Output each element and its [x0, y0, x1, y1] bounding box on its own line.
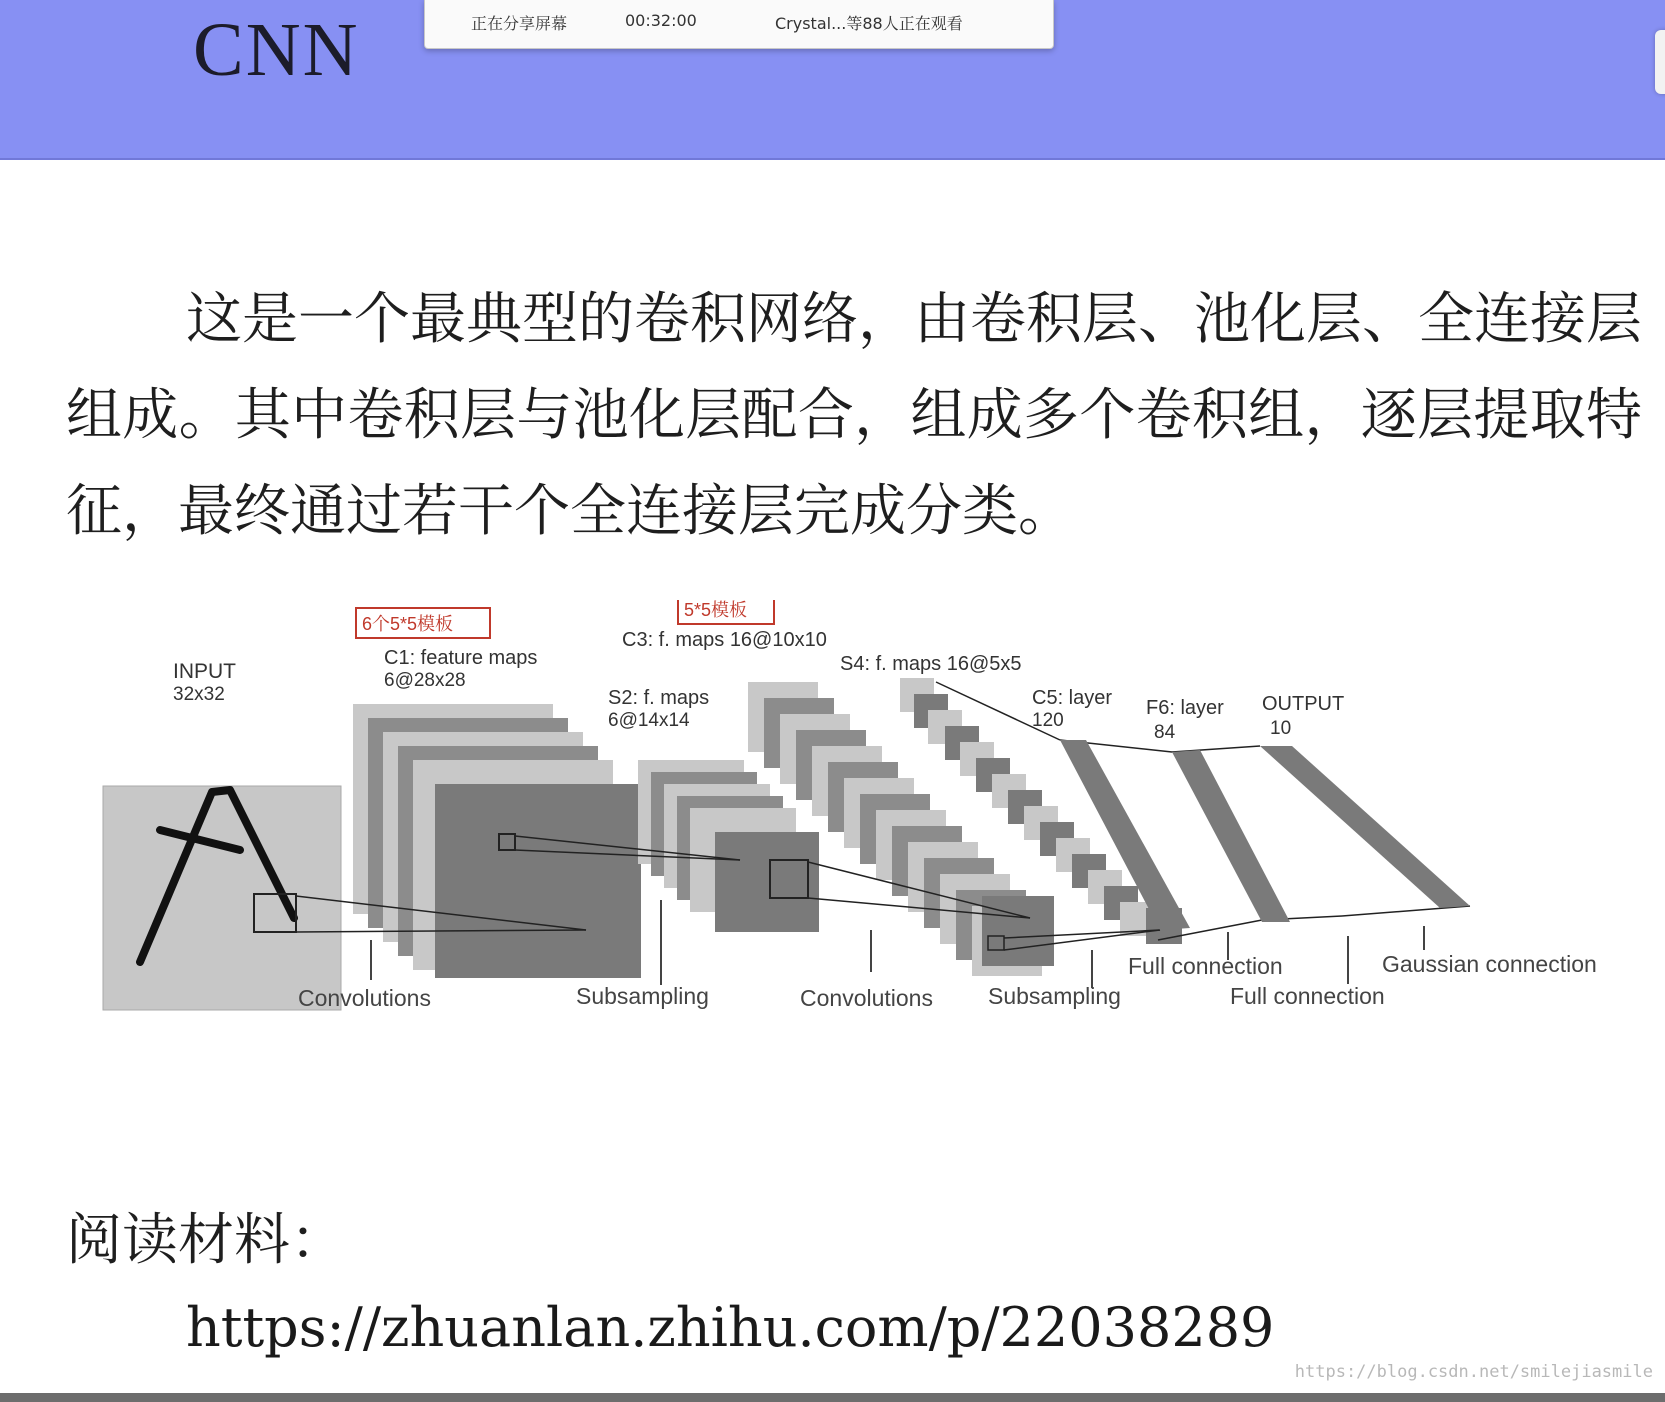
- slide-title: CNN: [193, 8, 360, 92]
- op-subsampling-2: Subsampling: [988, 983, 1121, 1009]
- c1-note: 6个5*5模板: [362, 614, 454, 634]
- op-full-connection-1: Full connection: [1128, 953, 1283, 979]
- c5-size: 120: [1032, 710, 1064, 731]
- output-size: 10: [1270, 718, 1292, 739]
- op-gaussian-connection: Gaussian connection: [1382, 951, 1597, 977]
- reading-link[interactable]: https://zhuanlan.zhihu.com/p/22038289: [186, 1296, 1275, 1359]
- input-image: [103, 786, 341, 1010]
- output-label: OUTPUT: [1262, 693, 1345, 715]
- share-viewers[interactable]: Crystal...等88人正在观看: [775, 14, 963, 33]
- c3-label: C3: f. maps 16@10x10: [622, 629, 827, 651]
- share-timer: 00:32:00: [625, 11, 697, 30]
- slide-header: [0, 0, 1665, 160]
- c5-label: C5: layer: [1032, 687, 1113, 709]
- input-size: 32x32: [173, 684, 225, 705]
- f6-label: F6: layer: [1146, 697, 1224, 719]
- reading-title: 阅读材料：: [66, 1208, 346, 1273]
- c3-note: 5*5模板: [684, 600, 748, 620]
- f6-size: 84: [1154, 722, 1176, 743]
- screen-share-bar[interactable]: [424, 0, 1054, 49]
- input-label: INPUT: [173, 660, 236, 683]
- s4-label: S4: f. maps 16@5x5: [840, 653, 1022, 675]
- c1-feature-maps: [353, 704, 641, 978]
- output-layer: [1260, 746, 1470, 908]
- bottom-bar: [0, 1393, 1665, 1402]
- c1-label: C1: feature maps: [384, 647, 538, 669]
- c1-size: 6@28x28: [384, 670, 466, 691]
- s2-label: S2: f. maps: [608, 687, 710, 709]
- op-full-connection-2: Full connection: [1230, 983, 1385, 1009]
- s2-size: 6@14x14: [608, 710, 690, 731]
- f6-layer: [1172, 750, 1290, 922]
- watermark: https://blog.csdn.net/smilejiasmile: [1294, 1362, 1653, 1382]
- side-panel-handle[interactable]: [1655, 30, 1665, 94]
- share-status: 正在分享屏幕: [471, 14, 568, 33]
- s2-feature-maps: [638, 760, 819, 932]
- slide-paragraph: 这是一个最典型的卷积网络，由卷积层、池化层、全连接层组成。其中卷积层与池化层配合，组成多个卷积组，逐层提取特征，最终通过若干个全连接层完成分类。: [66, 287, 1642, 544]
- op-subsampling-1: Subsampling: [576, 983, 709, 1009]
- lenet5-diagram: [0, 600, 1665, 1070]
- op-convolutions-1: Convolutions: [298, 985, 431, 1011]
- op-convolutions-2: Convolutions: [800, 985, 933, 1011]
